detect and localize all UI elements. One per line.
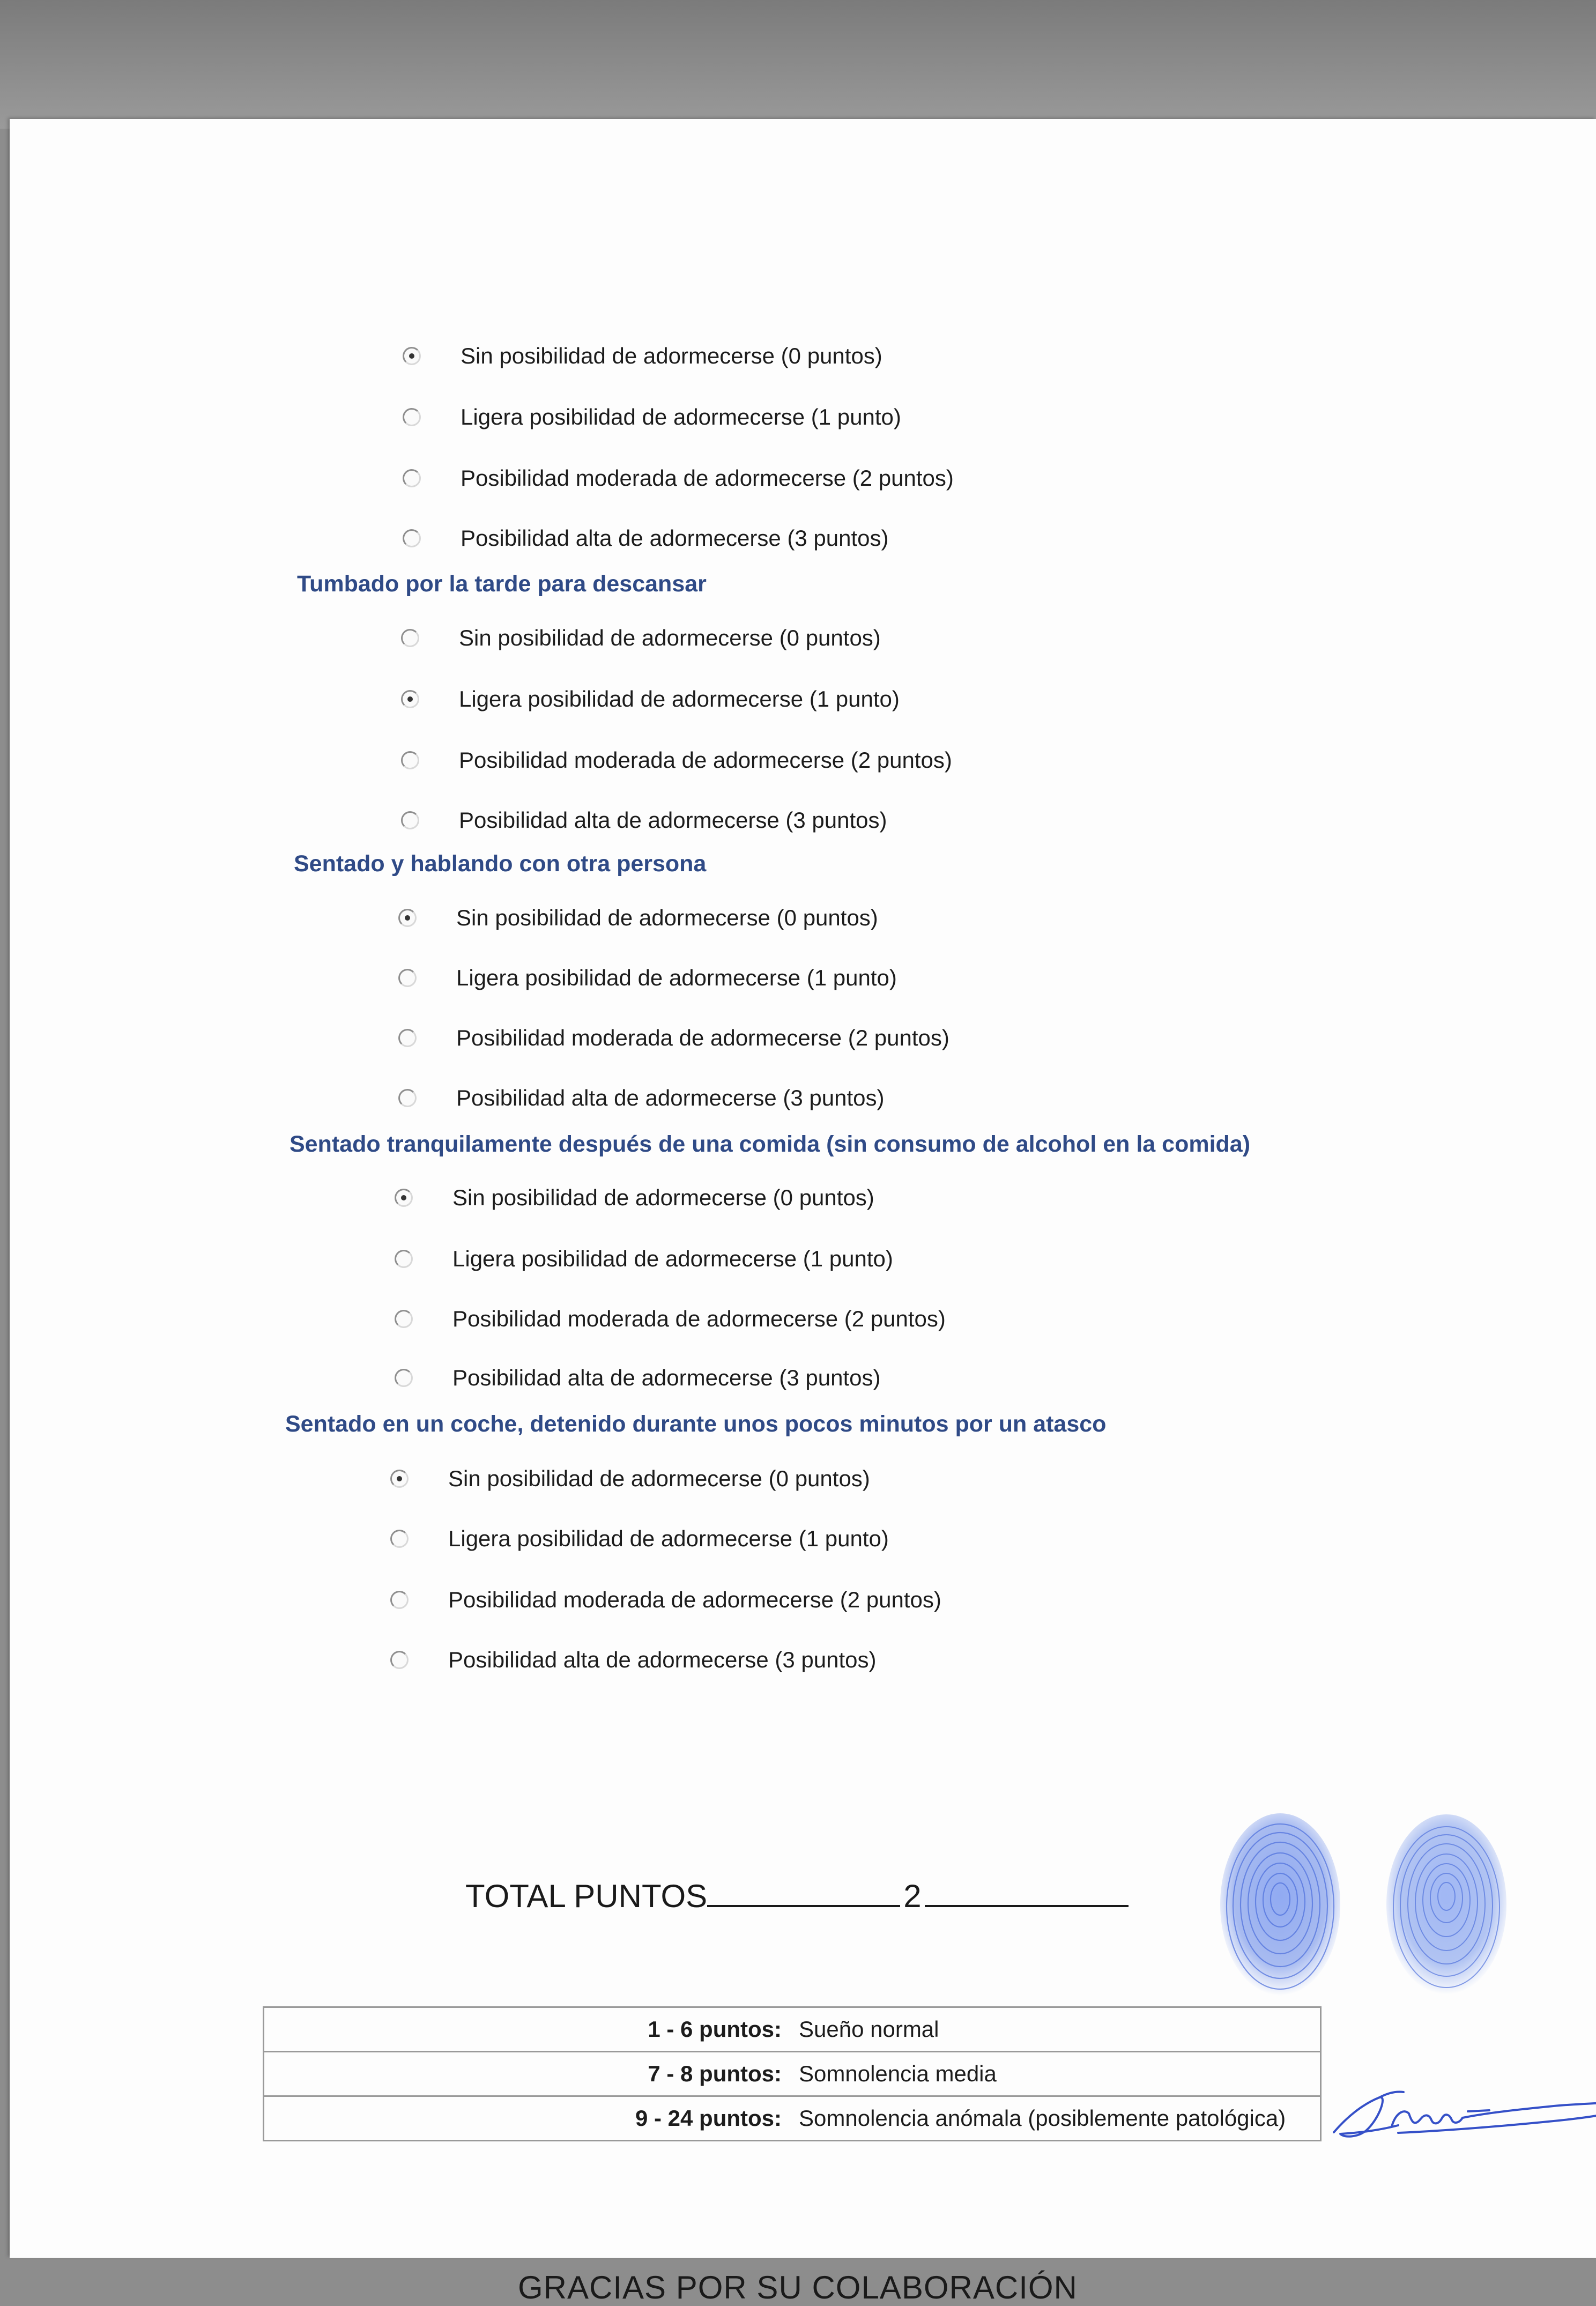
radio-option[interactable] xyxy=(398,902,878,934)
radio-option[interactable] xyxy=(403,462,954,494)
option-label: Posibilidad moderada de adormecerse (2 puntos) xyxy=(461,465,954,491)
fingerprint-right-icon xyxy=(1379,1808,1513,2001)
radio-button[interactable] xyxy=(403,529,421,547)
radio-option[interactable] xyxy=(395,1303,946,1335)
radio-button[interactable] xyxy=(390,1470,409,1488)
radio-button[interactable] xyxy=(398,1029,417,1047)
table-row xyxy=(264,2096,1321,2141)
radio-option[interactable] xyxy=(395,1362,880,1394)
radio-button[interactable] xyxy=(401,751,419,769)
radio-option[interactable] xyxy=(403,340,882,372)
total-score xyxy=(465,1878,1129,1915)
total-blank-line xyxy=(925,1878,1129,1907)
option-label: Posibilidad alta de adormecerse (3 puntos) xyxy=(461,525,889,551)
radio-option[interactable] xyxy=(395,1182,874,1214)
option-label: Posibilidad alta de adormecerse (3 puntos) xyxy=(459,807,887,833)
footer-thanks: GRACIAS POR SU COLABORACIÓN xyxy=(518,2270,1078,2305)
radio-button[interactable] xyxy=(390,1591,409,1609)
radio-button[interactable] xyxy=(398,909,417,927)
option-label: Posibilidad moderada de adormecerse (2 puntos) xyxy=(452,1306,946,1331)
radio-button[interactable] xyxy=(395,1250,413,1268)
radio-option[interactable] xyxy=(398,1082,884,1114)
radio-option[interactable] xyxy=(398,1022,949,1054)
total-value: 2 xyxy=(903,1878,922,1914)
option-label: Sin posibilidad de adormecerse (0 puntos) xyxy=(459,625,881,650)
option-label: Posibilidad alta de adormecerse (3 puntos) xyxy=(456,1085,885,1110)
radio-button[interactable] xyxy=(398,969,417,987)
radio-option[interactable] xyxy=(403,401,901,433)
option-label: Sin posibilidad de adormecerse (0 puntos) xyxy=(452,1185,874,1210)
option-label: Sin posibilidad de adormecerse (0 puntos) xyxy=(448,1466,870,1491)
option-label: Ligera posibilidad de adormecerse (1 punto) xyxy=(456,965,897,990)
document-page xyxy=(10,119,1596,2305)
section-title: Sentado tranquilamente después de una comida (sin consumo de alcohol en la comida) xyxy=(289,1131,1251,1157)
section-title: Tumbado por la tarde para descansar xyxy=(297,571,707,597)
radio-button[interactable] xyxy=(395,1189,413,1207)
radio-option[interactable] xyxy=(401,744,952,776)
section-title: Sentado y hablando con otra persona xyxy=(294,851,707,877)
radio-button[interactable] xyxy=(401,811,419,829)
option-label: Posibilidad moderada de adormecerse (2 puntos) xyxy=(459,747,952,773)
radio-option[interactable] xyxy=(398,962,897,994)
radio-button[interactable] xyxy=(395,1310,413,1328)
radio-option[interactable] xyxy=(403,522,888,554)
total-label: TOTAL PUNTOS xyxy=(465,1878,708,1914)
score-description: Sueño normal xyxy=(793,2007,1321,2052)
option-label: Ligera posibilidad de adormecerse (1 punto) xyxy=(452,1246,893,1271)
option-label: Sin posibilidad de adormecerse (0 puntos) xyxy=(456,905,878,930)
radio-option[interactable] xyxy=(401,804,887,836)
score-range: 7 - 8 puntos: xyxy=(264,2052,794,2096)
score-range: 1 - 6 puntos: xyxy=(264,2007,794,2052)
section-title: Sentado en un coche, detenido durante unos pocos minutos por un atasco xyxy=(285,1411,1107,1437)
radio-button[interactable] xyxy=(401,690,419,708)
radio-button[interactable] xyxy=(403,347,421,365)
radio-option[interactable] xyxy=(395,1243,893,1275)
scan-background xyxy=(0,0,1596,129)
option-label: Posibilidad alta de adormecerse (3 puntos) xyxy=(452,1365,881,1390)
radio-button[interactable] xyxy=(403,469,421,487)
radio-button[interactable] xyxy=(390,1651,409,1669)
radio-button[interactable] xyxy=(390,1530,409,1548)
table-row xyxy=(264,2052,1321,2096)
fingerprint-left-icon xyxy=(1213,1808,1347,2001)
radio-button[interactable] xyxy=(403,408,421,426)
option-label: Posibilidad alta de adormecerse (3 puntos) xyxy=(448,1647,877,1672)
option-label: Ligera posibilidad de adormecerse (1 punto) xyxy=(461,404,901,429)
option-label: Ligera posibilidad de adormecerse (1 punto) xyxy=(448,1526,889,1551)
handwritten-signature xyxy=(1328,2081,1596,2151)
score-range: 9 - 24 puntos: xyxy=(264,2096,794,2141)
radio-button[interactable] xyxy=(401,629,419,647)
score-description: Somnolencia media xyxy=(793,2052,1321,2096)
radio-button[interactable] xyxy=(395,1369,413,1387)
radio-option[interactable] xyxy=(401,622,881,654)
option-label: Ligera posibilidad de adormecerse (1 punto) xyxy=(459,686,900,711)
radio-button[interactable] xyxy=(398,1089,417,1107)
option-label: Posibilidad moderada de adormecerse (2 puntos) xyxy=(456,1025,949,1050)
radio-option[interactable] xyxy=(390,1463,870,1495)
score-description: Somnolencia anómala (posiblemente patológica) xyxy=(793,2096,1321,2141)
table-row xyxy=(264,2007,1321,2052)
radio-option[interactable] xyxy=(390,1644,876,1676)
radio-option[interactable] xyxy=(390,1523,889,1555)
option-label: Posibilidad moderada de adormecerse (2 puntos) xyxy=(448,1587,941,1612)
radio-option[interactable] xyxy=(390,1584,941,1616)
total-blank-line xyxy=(707,1878,900,1907)
option-label: Sin posibilidad de adormecerse (0 puntos) xyxy=(461,343,882,368)
score-legend-table xyxy=(263,2006,1322,2141)
radio-option[interactable] xyxy=(401,683,900,715)
